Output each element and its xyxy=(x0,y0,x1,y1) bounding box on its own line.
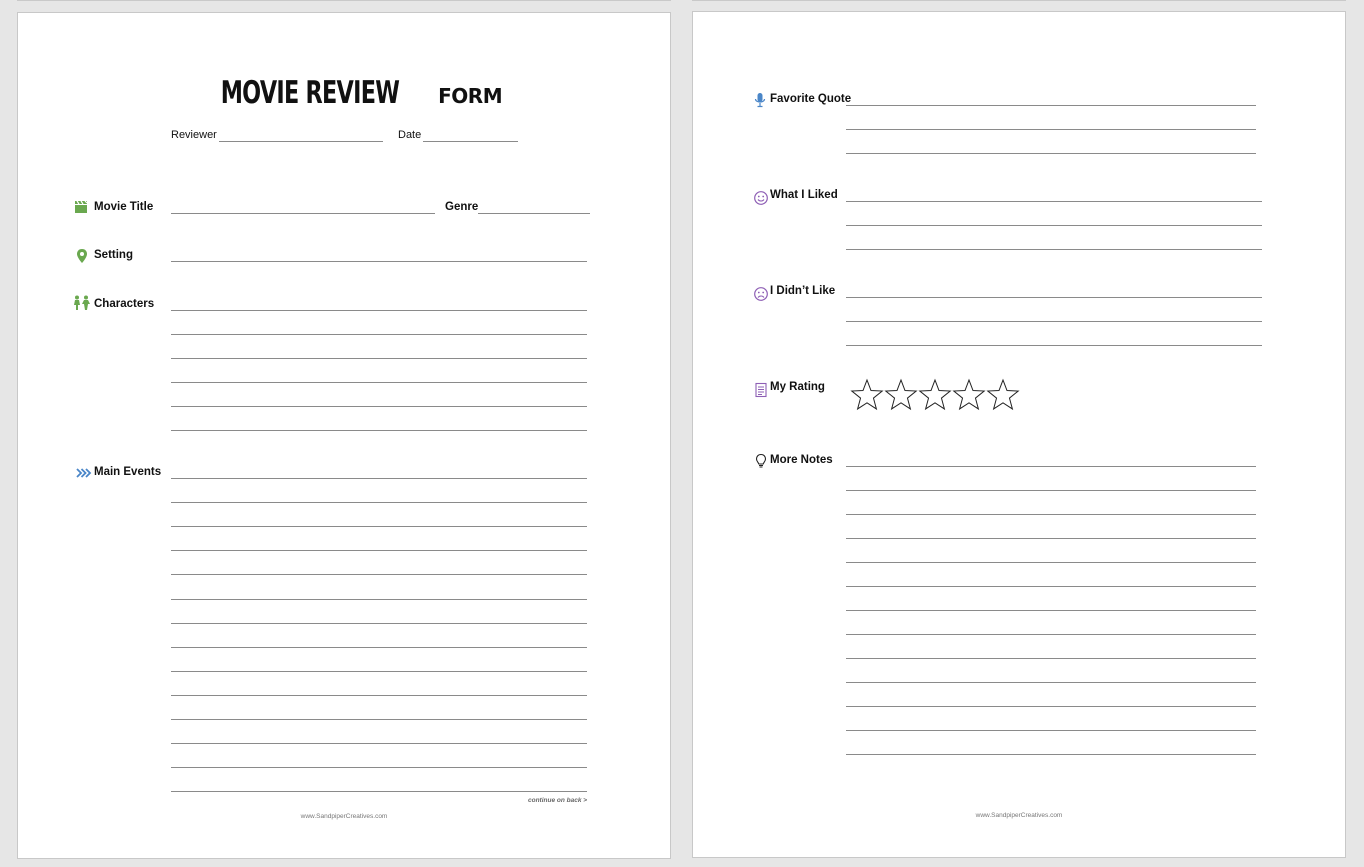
movie-title-field[interactable] xyxy=(171,213,435,214)
more-notes-line[interactable] xyxy=(846,634,1256,635)
characters-line[interactable] xyxy=(171,430,587,431)
reviewer-label: Reviewer xyxy=(171,129,217,141)
main-events-line[interactable] xyxy=(171,502,587,503)
genre-field[interactable] xyxy=(478,213,590,214)
i-didnt-like-label: I Didn’t Like xyxy=(770,285,836,297)
form-title xyxy=(18,75,670,111)
characters-line[interactable] xyxy=(171,310,587,311)
form-page-back xyxy=(692,11,1346,858)
chevrons-right-icon xyxy=(76,465,92,481)
favorite-quote-label: Favorite Quote xyxy=(770,93,852,105)
map-pin-icon xyxy=(74,248,90,264)
setting-label: Setting xyxy=(94,249,133,261)
main-events-line[interactable] xyxy=(171,743,587,744)
main-events-line[interactable] xyxy=(171,695,587,696)
favorite-quote-line[interactable] xyxy=(846,105,1256,106)
star-rating[interactable] xyxy=(850,378,1020,412)
smile-face-icon xyxy=(753,190,769,206)
page-top-edge xyxy=(692,0,1346,1)
favorite-quote-line[interactable] xyxy=(846,153,1256,154)
people-icon xyxy=(72,295,92,311)
date-field[interactable] xyxy=(423,141,518,142)
more-notes-line[interactable] xyxy=(846,562,1256,563)
rating-star[interactable] xyxy=(952,378,986,412)
main-events-line[interactable] xyxy=(171,671,587,672)
i-didnt-like-line[interactable] xyxy=(846,345,1262,346)
notepad-icon xyxy=(753,382,769,398)
title-sub: FORM xyxy=(438,84,503,108)
page-top-edge xyxy=(17,0,671,1)
main-events-line[interactable] xyxy=(171,623,587,624)
rating-star[interactable] xyxy=(918,378,952,412)
what-i-liked-line[interactable] xyxy=(846,225,1262,226)
main-events-line[interactable] xyxy=(171,478,587,479)
footer-url: www.SandpiperCreatives.com xyxy=(300,813,388,820)
main-events-label: Main Events xyxy=(94,466,162,478)
more-notes-line[interactable] xyxy=(846,754,1256,755)
rating-star[interactable] xyxy=(850,378,884,412)
more-notes-line[interactable] xyxy=(846,682,1256,683)
more-notes-line[interactable] xyxy=(846,658,1256,659)
continue-note: continue on back > xyxy=(528,797,588,804)
setting-field[interactable] xyxy=(171,261,587,262)
what-i-liked-line[interactable] xyxy=(846,249,1262,250)
main-events-line[interactable] xyxy=(171,719,587,720)
what-i-liked-label: What I Liked xyxy=(770,189,838,201)
characters-label: Characters xyxy=(94,298,155,310)
main-events-line[interactable] xyxy=(171,526,587,527)
genre-label: Genre xyxy=(445,201,479,213)
main-events-line[interactable] xyxy=(171,550,587,551)
favorite-quote-line[interactable] xyxy=(846,129,1256,130)
i-didnt-like-line[interactable] xyxy=(846,297,1262,298)
form-page-front xyxy=(17,12,671,859)
main-events-line[interactable] xyxy=(171,791,587,792)
what-i-liked-line[interactable] xyxy=(846,201,1262,202)
more-notes-line[interactable] xyxy=(846,706,1256,707)
main-events-line[interactable] xyxy=(171,767,587,768)
rating-star[interactable] xyxy=(884,378,918,412)
clapperboard-icon xyxy=(73,199,89,215)
main-events-line[interactable] xyxy=(171,599,587,600)
microphone-icon xyxy=(752,92,768,108)
more-notes-line[interactable] xyxy=(846,466,1256,467)
more-notes-line[interactable] xyxy=(846,610,1256,611)
rating-star[interactable] xyxy=(986,378,1020,412)
characters-line[interactable] xyxy=(171,382,587,383)
title-main: MOVIE REVIEW xyxy=(220,75,399,111)
more-notes-line[interactable] xyxy=(846,538,1256,539)
main-events-line[interactable] xyxy=(171,647,587,648)
characters-line[interactable] xyxy=(171,406,587,407)
lightbulb-icon xyxy=(753,453,769,469)
reviewer-field[interactable] xyxy=(219,141,383,142)
sad-face-icon xyxy=(753,286,769,302)
more-notes-line[interactable] xyxy=(846,490,1256,491)
characters-line[interactable] xyxy=(171,358,587,359)
more-notes-line[interactable] xyxy=(846,514,1256,515)
movie-title-label: Movie Title xyxy=(94,201,154,213)
footer-url: www.SandpiperCreatives.com xyxy=(975,812,1063,819)
i-didnt-like-line[interactable] xyxy=(846,321,1262,322)
date-label: Date xyxy=(398,129,422,141)
main-events-line[interactable] xyxy=(171,574,587,575)
more-notes-line[interactable] xyxy=(846,730,1256,731)
more-notes-label: More Notes xyxy=(770,454,833,466)
characters-line[interactable] xyxy=(171,334,587,335)
more-notes-line[interactable] xyxy=(846,586,1256,587)
my-rating-label: My Rating xyxy=(770,381,825,393)
